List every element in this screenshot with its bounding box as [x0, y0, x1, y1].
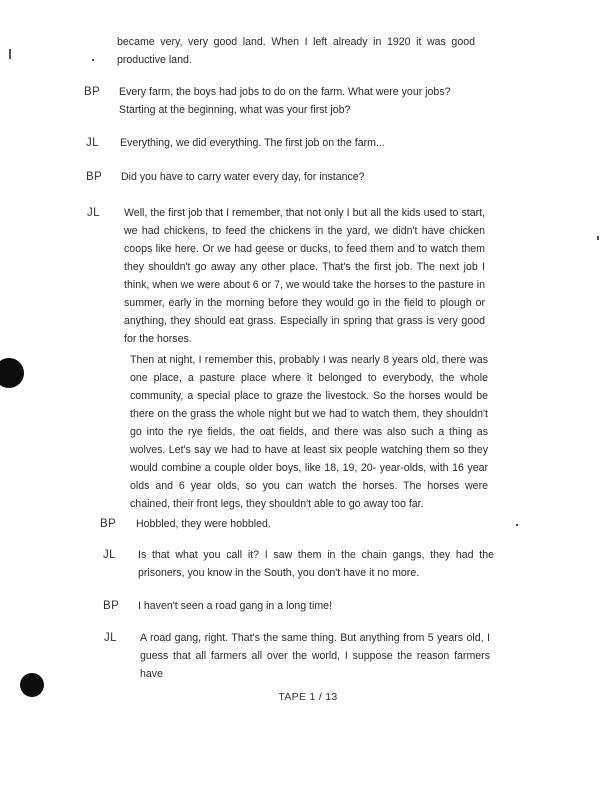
scan-speck [9, 49, 11, 59]
speaker-label: BP [86, 171, 103, 183]
dialogue-text: I haven't seen a road gang in a long time! [138, 600, 333, 612]
speaker-label: JL [104, 632, 117, 644]
dialogue-text: Everything, we did everything. The first job on the farm... [120, 137, 385, 149]
speaker-label: BP [100, 518, 117, 530]
speaker-label: JL [87, 207, 100, 219]
scan-speck [516, 524, 518, 526]
punch-hole-top [0, 358, 24, 388]
dialogue-text: Is that what you call it? I saw them in the chain gangs, they had the prisoners, you know in the South, you don't have it no more. [138, 549, 494, 579]
scan-speck [92, 59, 94, 61]
speaker-label: JL [103, 549, 116, 561]
dialogue-text: Did you have to carry water every day, for instance? [121, 171, 365, 183]
page-footer: TAPE 1 / 13 [278, 691, 338, 703]
scan-speck [597, 236, 599, 240]
dialogue-text-continued: Then at night, I remember this, probably I was nearly 8 years old, there was one place, a pasture place where it belonged to everybody, the whole community, a special place to graze the livestock. So the horses would be there on the grass the whole night but we had to watch them, they shouldn't go into the rye fields, the oat fields, and there was also such a thing as wolves. Let's say we had to have at least six people watching them so they would combine a couple older boys, like 18, 19, 20- year-olds, with 16 year olds and 6 year olds, so you can watch the horses. The horses were chained, their front legs, they shouldn't able to go away too far. [130, 354, 488, 510]
dialogue-text: Well, the first job that I remember, that not only I but all the kids used to start, we had chickens, to feed the chickens in the yard, we didn't have chicken coops like here. Or we had geese or ducks, to feed them and to watch them they shouldn't go away any other place. That's the first job. The next job I think, when we were about 6 or 7, we would take the horses to the pasture in summer, early in the morning before they would go in the field to plough or anything, they should eat grass. Especially in spring that grass is very good for the horses. [124, 207, 485, 345]
dialogue-text: Every farm, the boys had jobs to do on the farm. What were your jobs? Starting at the beginning, what was your first job? [119, 86, 451, 116]
dialogue-text: Hobbled, they were hobbled. [136, 518, 271, 530]
speaker-label: JL [86, 137, 99, 149]
continuation-paragraph: became very, very good land. When I left already in 1920 it was good productive land. [117, 36, 475, 66]
dialogue-text: A road gang, right. That's the same thing. But anything from 5 years old, I guess that all farmers all over the world, I suppose the reason farmers have [140, 632, 490, 680]
speaker-label: BP [103, 600, 120, 612]
speaker-label: BP [84, 86, 101, 98]
